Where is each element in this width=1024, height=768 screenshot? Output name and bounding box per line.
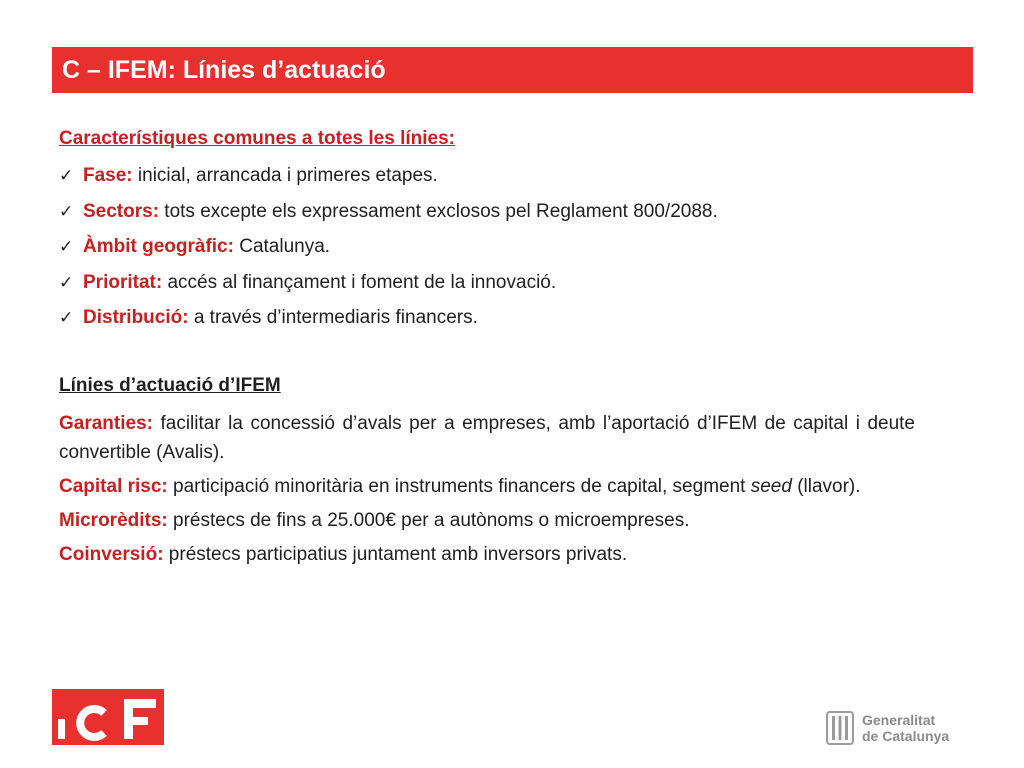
lines-heading: Línies d’actuació d’IFEM: [59, 374, 281, 396]
line-text: préstecs de fins a 25.000€ per a autònoms o microempreses.: [167, 509, 690, 531]
line-text: facilitar la concessió d’avals per a empreses, amb l’aportació d’IFEM de capital i deute convertible (Avalis).: [59, 412, 915, 463]
generalitat-logo: [826, 708, 976, 748]
line-paragraph: [59, 409, 915, 467]
slide-content: [59, 125, 915, 574]
line-paragraph: [59, 540, 915, 569]
line-label: Coinversió:: [59, 543, 164, 565]
icf-logo: [52, 689, 164, 745]
checkmark-icon: ✓: [59, 272, 74, 292]
list-item: [59, 269, 915, 305]
line-label: Capital risc:: [59, 475, 168, 497]
line-label: Microrèdits:: [59, 509, 168, 531]
generalitat-line1: Generalitat: [862, 712, 936, 728]
features-heading: Característiques comunes a totes les línies:: [59, 128, 455, 149]
item-label: Distribució:: [83, 307, 189, 328]
item-text: inicial, arrancada i primeres etapes.: [132, 165, 438, 186]
generalitat-line2: de Catalunya: [862, 728, 950, 744]
line-label: Garanties:: [59, 412, 153, 434]
item-text: tots excepte els expressament exclosos pel Reglament 800/2088.: [159, 200, 718, 222]
slide-title: C – IFEM: Línies d’actuació: [62, 55, 386, 84]
item-label: Fase:: [83, 165, 133, 186]
item-text: a través d’intermediaris financers.: [188, 307, 478, 328]
checkmark-icon: ✓: [59, 237, 74, 256]
title-bar: [52, 47, 973, 93]
item-text: Catalunya.: [233, 236, 331, 257]
item-label: Prioritat:: [83, 271, 163, 293]
list-item: [59, 304, 915, 340]
generalitat-text: [862, 712, 949, 744]
list-item: [59, 198, 915, 234]
list-item: [59, 162, 915, 198]
item-text: accés al finançament i foment de la innovació.: [162, 271, 557, 293]
features-list: [59, 162, 915, 340]
list-item: [59, 233, 915, 269]
checkmark-icon: ✓: [59, 166, 74, 185]
line-text-italic: seed: [750, 475, 792, 497]
line-text: préstecs participatius juntament amb inversors privats.: [163, 543, 628, 565]
generalitat-emblem-icon: [826, 711, 854, 745]
checkmark-icon: ✓: [59, 201, 74, 221]
line-text: participació minoritària en instruments financers de capital, segment: [167, 475, 751, 497]
item-label: Àmbit geogràfic:: [83, 236, 234, 257]
checkmark-icon: ✓: [59, 308, 74, 327]
line-paragraph: [59, 472, 915, 501]
line-text: (llavor).: [791, 475, 861, 497]
icf-logo-icon: [52, 689, 164, 745]
item-label: Sectors:: [83, 200, 160, 222]
line-paragraph: [59, 506, 915, 535]
